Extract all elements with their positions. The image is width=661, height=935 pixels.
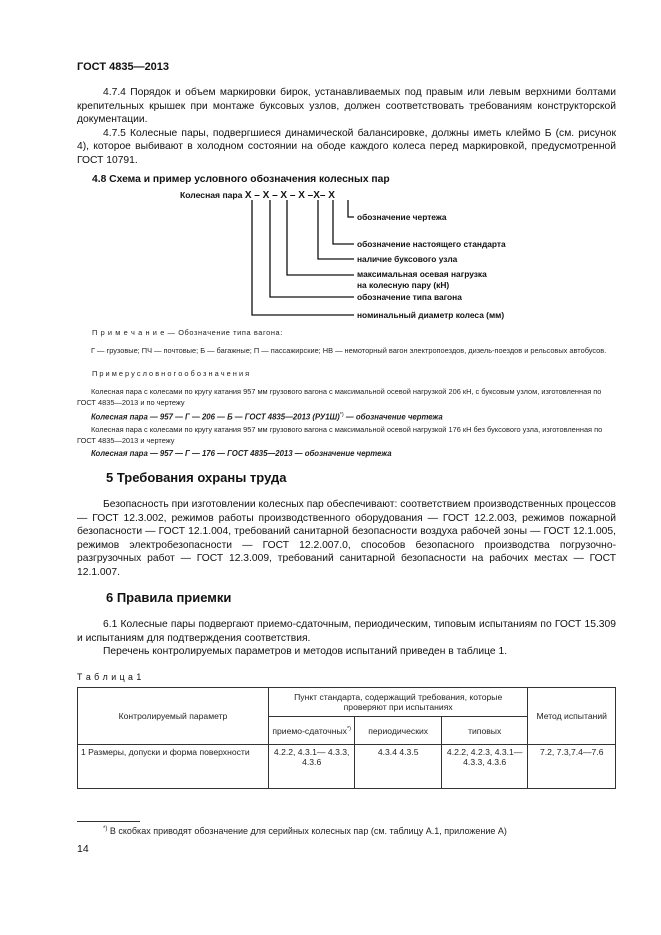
scheme-item-load-1: максимальная осевая нагрузка <box>357 269 487 279</box>
table-cell-param: 1 Размеры, допуски и форма поверхности <box>78 745 269 789</box>
table-header-param: Контролируемый параметр <box>78 688 269 745</box>
example-text-1: Колесная пара с колесами по кругу катания 957 мм грузового вагона с максимальной осевой нагрузкой 206 кН, с буксовым узлом, изготовленная по ГОСТ 4835—2013 и по чертежу <box>77 387 602 407</box>
table-subheader-accept-label: приемо-сдаточных <box>272 725 347 736</box>
clause-6-1: 6.1 Колесные пары подвергают приемо-сдаточным, периодическим, типовым испытаниям по ГОСТ 15.309 и испытаниям для подтверждения соответствия. <box>77 619 616 644</box>
note-text-block <box>77 346 616 357</box>
scheme-item-standard: обозначение настоящего стандарта <box>357 239 506 249</box>
section-4-8-title: 4.8 Схема и пример условного обозначения колесных пар <box>92 174 390 185</box>
table-header-group: Пункт стандарта, содержащий требования, которые проверяют при испытаниях <box>268 688 528 717</box>
leader-drawing <box>348 200 354 217</box>
scheme-item-wagon-type: обозначение типа вагона <box>357 292 462 302</box>
table-header-method: Метод испытаний <box>528 688 616 745</box>
clause-4-7-4: 4.7.4 Порядок и объем маркировки бирок, устанавливаемых под правым или левым верхними болтами крепительных крышек при монтаже буксовых узлов, должен соответствовать требованиям конструкторской документации. <box>77 87 616 126</box>
table-row <box>78 745 616 789</box>
document-code: ГОСТ 4835—2013 <box>77 61 170 73</box>
note-title: П р и м е ч а н и е — Обозначение типа вагона: <box>92 328 283 337</box>
section-6-title: 6 Правила приемки <box>106 590 232 605</box>
leader-diameter <box>252 200 354 315</box>
example-code-1-tail: — обозначение чертежа <box>343 412 443 422</box>
table-subheader-accept <box>268 717 355 745</box>
example-code-1-line <box>77 410 616 423</box>
scheme-item-load-2: на колесную пару (кН) <box>357 280 450 290</box>
note-text: Г — грузовые; ПЧ — почтовые; Б — багажные; П — пассажирские; НВ — немоторный вагон электропоездов, дизель-поездов и рельсовых автобусов. <box>91 346 607 355</box>
table-cell-periodic: 4.3.4 4.3.5 <box>355 745 442 789</box>
table-cell-type: 4.2.2, 4.2.3, 4.3.1—4.3.3, 4.3.6 <box>441 745 528 789</box>
table-cell-method: 7.2, 7.3,7.4—7.6 <box>528 745 616 789</box>
table-subheader-periodic: периодических <box>355 717 442 745</box>
footnote-mark: *) <box>103 826 108 832</box>
table-subheader-type: типовых <box>441 717 528 745</box>
example-code-1: Колесная пара — 957 — Г — 206 — Б — ГОСТ 4835—2013 (РУ1Ш) <box>91 412 340 422</box>
clauses-4-7 <box>77 86 616 168</box>
clause-6-1-table-ref: Перечень контролируемых параметров и методов испытаний приведен в таблице 1. <box>103 646 508 658</box>
page-number: 14 <box>77 843 89 855</box>
example-title: П р и м е р у с л о в н о г о о б о з н а ч е н и я <box>92 369 250 378</box>
leader-load <box>287 200 354 275</box>
section-5-body <box>77 498 616 580</box>
leader-standard <box>333 200 354 244</box>
clause-4-7-5: 4.7.5 Колесные пары, подвергшиеся динамической балансировке, должны иметь клеймо Б (см. рисунок 4), которое выбивают в холодном состоянии на ободе каждого колеса перед маркировкой, предусмотренной ГОСТ 10791. <box>77 127 616 166</box>
leader-wagon-type <box>270 200 354 297</box>
footnote-separator <box>77 821 140 822</box>
scheme-item-diameter: номинальный диаметр колеса (мм) <box>357 310 505 320</box>
example-code-1-footnote-mark: *) <box>339 412 344 419</box>
example-text-2: Колесная пара с колесами по кругу катания 957 мм грузового вагона с максимальной осевой нагрузкой 176 кН без буксового узла, изготовленная по ГОСТ 4835—2013 и чертежу <box>77 425 603 445</box>
scheme-head-label: Колесная пара <box>180 190 243 200</box>
footnote <box>103 826 507 836</box>
example-block <box>77 387 616 459</box>
table-1 <box>77 687 616 789</box>
scheme-item-axlebox: наличие буксового узла <box>357 254 458 264</box>
table-subheader-accept-footnote-mark: *) <box>346 725 351 732</box>
note-block <box>92 328 616 339</box>
footnote-text: В скобках приводят обозначение для серийных колесных пар (см. таблицу А.1, приложение А) <box>109 826 507 836</box>
scheme-leader-lines <box>230 200 360 322</box>
scheme-head-code: X – X – X – X –X– X <box>244 190 335 201</box>
table-cell-accept: 4.2.2, 4.3.1— 4.3.3, 4.3.6 <box>268 745 355 789</box>
example-code-2: Колесная пара — 957 — Г — 176 — ГОСТ 4835—2013 — обозначение чертежа <box>91 448 392 458</box>
scheme-item-drawing: обозначение чертежа <box>357 212 447 222</box>
section-5-title: 5 Требования охраны труда <box>106 470 287 485</box>
section-6-body <box>77 618 616 659</box>
table-1-caption: Т а б л и ц а 1 <box>77 672 142 682</box>
section-5-text: Безопасность при изготовлении колесных пар обеспечивают: соответствием производственных процессов — ГОСТ 12.3.002, режимов работы производственного оборудования — ГОСТ 12.2.003, режимов пожарной безопасности — ГОСТ 12.1.004, требований санитарной безопасности воздуха рабочей зоны — ГОСТ 12.1.005, режимов электробезопасности — ГОСТ 12.2.007.0, способов безопасного производства погрузочно-разгрузочных работ — ГОСТ 12.3.009, требований санитарной безопасности на рабочих местах — ГОСТ 12.1.007. <box>77 499 616 578</box>
